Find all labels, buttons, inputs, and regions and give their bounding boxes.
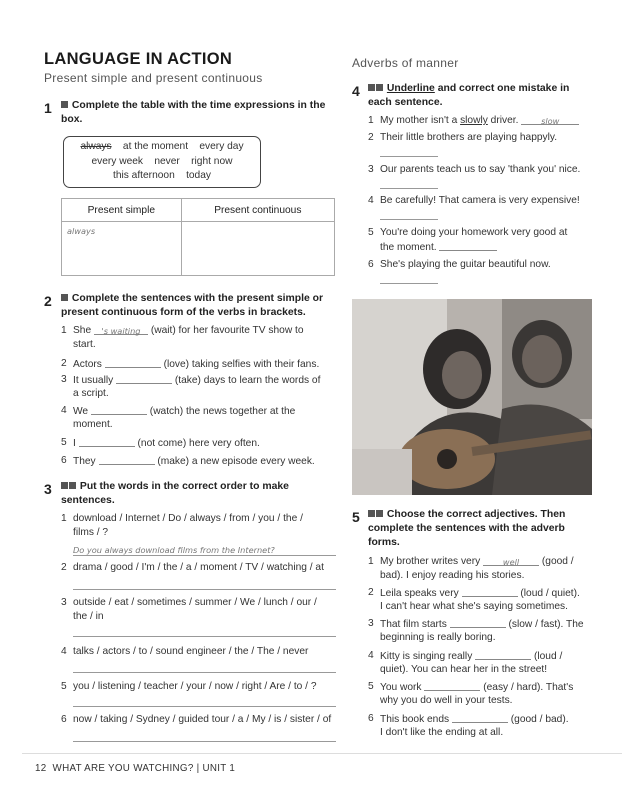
- ex4-item-6: 6 She's playing the guitar beautiful now.: [368, 259, 551, 270]
- ex2-item-4: 4 We (watch) the news together at the moment.: [61, 405, 296, 430]
- ex5-item-3: 3 That film starts (slow / fast). The beginning is really boring.: [368, 618, 584, 643]
- difficulty-squares-icon: [376, 510, 383, 517]
- word-always: always: [80, 141, 112, 152]
- exercise-1-number: 1: [44, 100, 52, 116]
- ex4-item-4: 4 Be carefully! That camera is very expensive!: [368, 195, 580, 206]
- answer-blank[interactable]: [79, 436, 135, 447]
- ex3-item-2: 2 drama / good / I'm / the / a / moment / TV / watching / at: [61, 562, 324, 573]
- exercise-1-instruction: Complete the table with the time expressions in the box.: [61, 100, 326, 125]
- difficulty-square-icon: [61, 294, 68, 301]
- answer-line[interactable]: [380, 188, 438, 189]
- answer-blank[interactable]: 's waiting: [94, 324, 148, 335]
- ex4-item-1: 1 My mother isn't a slowly driver. slow: [368, 114, 618, 128]
- page-title: LANGUAGE IN ACTION: [44, 50, 233, 68]
- answer-line[interactable]: [380, 283, 438, 284]
- page-footer: [35, 763, 235, 774]
- underlined-mistake: slowly: [460, 115, 488, 126]
- exercise-5-instruction: Choose the correct adjectives. Then complete the sentences with the adverb forms.: [368, 509, 566, 548]
- ex5-item-1: 1 My brother writes very well (good / bad). I enjoy reading his stories.: [368, 556, 574, 581]
- answer-blank[interactable]: [450, 617, 506, 628]
- answer-blank[interactable]: [116, 373, 172, 384]
- ex3-item-6: 6 now / taking / Sydney / guided tour / a / My / is / sister / of: [61, 714, 332, 725]
- answer-blank[interactable]: slow: [521, 114, 579, 125]
- ex4-item-2: 2 Their little brothers are playing happyly.: [368, 132, 558, 143]
- answer-line[interactable]: [73, 706, 336, 707]
- table-header-present-continuous: Present continuous: [181, 199, 334, 222]
- answer-blank[interactable]: [462, 586, 518, 597]
- answer-line[interactable]: [380, 156, 438, 157]
- footer-divider: [22, 753, 622, 754]
- answer-line[interactable]: [73, 589, 336, 590]
- photo-girls-playing-guitar: [352, 299, 592, 495]
- ex3-item-4: 4 talks / actors / to / sound engineer / the / The / never: [61, 646, 309, 657]
- table-header-present-simple: Present simple: [62, 199, 182, 222]
- page-number: 12: [35, 763, 47, 774]
- exercise-3-number: 3: [44, 481, 52, 497]
- ex4-item-3: 3 Our parents teach us to say 'thank you' nice.: [368, 164, 581, 175]
- answer-line[interactable]: [73, 741, 336, 742]
- section-subtitle: Present simple and present continuous: [44, 71, 263, 85]
- ex2-item-6: 6 They (make) a new episode every week.: [61, 455, 315, 467]
- exercise-2-instruction: Complete the sentences with the present simple or present continuous form of the verbs in brackets.: [61, 293, 324, 318]
- difficulty-squares-icon: [69, 482, 76, 489]
- ex3-item-1: 1 download / Internet / Do / always / from / you / the / films / ?: [61, 513, 303, 538]
- answer-blank[interactable]: [424, 680, 480, 691]
- present-simple-cell[interactable]: always: [62, 222, 182, 276]
- ex5-item-6: 6 This book ends (good / bad). I don't like the ending at all.: [368, 713, 569, 738]
- ex2-item-3: 3 It usually (take) days to learn the words of a script.: [61, 374, 321, 399]
- word-box: always at the moment every day every week never right now this afternoon today: [63, 136, 261, 188]
- exercise-4-instruction: Underline and correct one mistake in each sentence.: [368, 83, 570, 108]
- present-continuous-cell[interactable]: [181, 222, 334, 276]
- ex2-item-5: 5 I (not come) here very often.: [61, 437, 260, 449]
- ex5-item-2: 2 Leila speaks very (loud / quiet). I can't hear what she's saying sometimes.: [368, 587, 580, 612]
- exercise-2-number: 2: [44, 293, 52, 309]
- right-section-subtitle: Adverbs of manner: [352, 56, 459, 70]
- ex3-item-5: 5 you / listening / teacher / your / now / right / Are / to / ?: [61, 681, 317, 692]
- exercise-5-number: 5: [352, 509, 360, 525]
- answer-line[interactable]: [380, 219, 438, 220]
- answer-blank[interactable]: [475, 649, 531, 660]
- ex5-item-4: 4 Kitty is singing really (loud / quiet). You can hear her in the street!: [368, 650, 563, 675]
- answer-blank[interactable]: [452, 712, 508, 723]
- ex4-item-5: 5 You're doing your homework very good at the moment.: [368, 227, 568, 253]
- difficulty-square-icon: [61, 101, 68, 108]
- exercise-4-number: 4: [352, 83, 360, 99]
- answer-blank[interactable]: [439, 240, 497, 251]
- answer-line[interactable]: [73, 636, 336, 637]
- ex3-item-3: 3 outside / eat / sometimes / summer / We / lunch / our / the / in: [61, 597, 317, 622]
- ex5-item-5: 5 You work (easy / hard). That's why you do well in your tests.: [368, 681, 574, 706]
- answer-blank[interactable]: [105, 357, 161, 368]
- exercise-3-instruction: Put the words in the correct order to make sentences.: [61, 481, 289, 506]
- answer-blank[interactable]: [99, 454, 155, 465]
- ex2-item-2: 2 Actors (love) taking selfies with their fans.: [61, 358, 320, 370]
- time-expressions-table: [61, 198, 335, 276]
- difficulty-squares-icon: [376, 84, 383, 91]
- answer-line[interactable]: [73, 555, 336, 556]
- answer-blank[interactable]: [91, 404, 147, 415]
- ex2-item-1: 1 She 's waiting (wait) for her favourite TV show to start.: [61, 325, 304, 350]
- answer-line[interactable]: [73, 672, 336, 673]
- answer-blank[interactable]: well: [483, 555, 539, 566]
- ex3-item-1-answer: Do you always download films from the Internet?: [73, 545, 275, 555]
- photo-illustration: [352, 299, 592, 495]
- unit-label: WHAT ARE YOU WATCHING? | UNIT 1: [52, 763, 236, 774]
